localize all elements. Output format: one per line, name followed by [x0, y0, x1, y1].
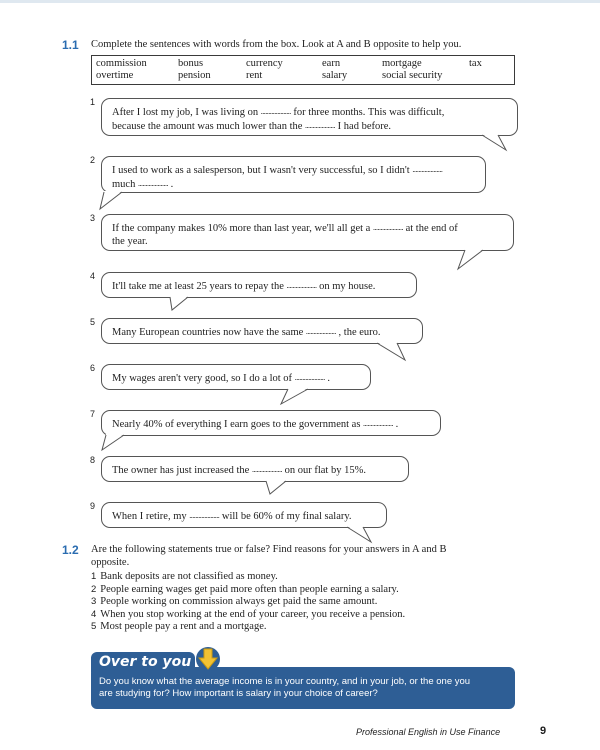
- over-to-you-title: Over to you: [99, 654, 192, 670]
- exercise-1-2-instruction-line2: opposite.: [91, 557, 130, 568]
- statement-text: People working on commission always get paid the same amount.: [100, 596, 378, 608]
- bubble-1-gap-2[interactable]: ....................: [305, 121, 336, 130]
- word-commission: commission: [96, 58, 147, 69]
- bubble-9-text-b: will be 60% of my final salary.: [221, 511, 352, 522]
- statement-number: 5: [91, 621, 97, 633]
- over-to-you-text: [99, 676, 505, 700]
- bubble-1-text-b: for three months. This was difficult,: [293, 107, 445, 118]
- bubble-3-tail: [455, 249, 489, 271]
- statement-number: 2: [91, 583, 97, 595]
- statement-text: When you stop working at the end of your career, you receive a pension.: [100, 608, 406, 620]
- bubble-8-text-a: The owner has just increased the: [112, 465, 250, 476]
- bubble-6-text-b: .: [327, 373, 330, 384]
- over-to-you-line2: are studying for? How important is salary in your choice of career?: [99, 688, 378, 699]
- bubble-2-gap-2[interactable]: ....................: [137, 179, 168, 188]
- bubble-1-text-a: After I lost my job, I was living on: [112, 107, 259, 118]
- bubble-2-text-a: I used to work as a salesperson, but I wasn't very successful, so I didn't: [112, 165, 410, 176]
- bubble-7-text-b: .: [395, 419, 399, 430]
- bubble-3-number: 3: [90, 213, 96, 223]
- bubble-5-number: 5: [90, 317, 96, 327]
- bubble-2-tail: [98, 191, 128, 211]
- bubble-3-text-c: the year.: [112, 236, 148, 247]
- bubble-4-tail: [166, 296, 196, 312]
- speech-bubble-3: [101, 214, 514, 251]
- bubble-3-gap-1[interactable]: ....................: [372, 223, 403, 232]
- word-mortgage: mortgage: [382, 58, 422, 69]
- bubble-4-text-b: on my house.: [319, 281, 376, 292]
- bubble-8-text-b: on our flat by 15%.: [284, 465, 366, 476]
- speech-bubble-7: [101, 410, 441, 436]
- top-rule: [0, 0, 600, 3]
- statement-item: [91, 596, 405, 609]
- speech-bubble-1: [101, 98, 518, 136]
- bubble-9-number: 9: [90, 501, 96, 511]
- statement-list: [91, 571, 405, 634]
- bubble-3-text-b: at the end of: [405, 223, 458, 234]
- bubble-1-tail: [480, 134, 510, 152]
- bubble-4-text-a: It'll take me at least 25 years to repay the: [112, 281, 284, 292]
- bubble-6-text-a: My wages aren't very good, so I do a lot of: [112, 373, 293, 384]
- speech-bubble-6: [101, 364, 371, 390]
- statement-number: 3: [91, 596, 97, 608]
- down-arrow-icon: [195, 645, 221, 673]
- speech-bubble-8: [101, 456, 409, 482]
- over-to-you-box: [91, 654, 515, 709]
- bubble-7-text-a: Nearly 40% of everything I earn goes to the government as: [112, 419, 361, 430]
- bubble-9-text-a: When I retire, my: [112, 511, 187, 522]
- speech-bubble-4: [101, 272, 417, 298]
- bubble-8-gap-1[interactable]: ....................: [251, 465, 282, 474]
- bubble-2-gap-1[interactable]: ....................: [412, 165, 443, 174]
- statement-text: Bank deposits are not classified as money.: [100, 571, 278, 582]
- word-box: [91, 55, 515, 85]
- exercise-1-2-number: 1.2: [62, 543, 79, 557]
- bubble-2-number: 2: [90, 155, 96, 165]
- bubble-5-text-a: Many European countries now have the same: [112, 327, 304, 338]
- statement-item: [91, 609, 405, 622]
- exercise-1-1-number: 1.1: [62, 38, 79, 52]
- word-pension: pension: [178, 70, 211, 81]
- bubble-2-text-d: .: [170, 179, 174, 190]
- over-to-you-line1: Do you know what the average income is in your country, and in your job, or the one you: [99, 676, 471, 687]
- bubble-7-number: 7: [90, 409, 96, 419]
- statement-number: 1: [91, 571, 97, 582]
- exercise-1-2-instruction-line1: Are the following statements true or false? Find reasons for your answers in A and B: [91, 544, 447, 555]
- word-earn: earn: [322, 58, 341, 69]
- bubble-3-text-a: If the company makes 10% more than last year, we'll all get a: [112, 223, 371, 234]
- bubble-2-text-c: much: [112, 179, 136, 190]
- bubble-5-text-b: , the euro.: [338, 327, 381, 338]
- statement-item: [91, 621, 405, 634]
- bubble-1-gap-1[interactable]: ....................: [260, 107, 291, 116]
- bubble-9-gap-1[interactable]: ....................: [189, 511, 220, 520]
- speech-bubble-5: [101, 318, 423, 344]
- word-bonus: bonus: [178, 58, 204, 69]
- bubble-4-gap-1[interactable]: ....................: [286, 281, 317, 290]
- bubble-1-text-d: I had before.: [337, 121, 392, 132]
- word-currency: currency: [246, 58, 283, 69]
- bubble-4-number: 4: [90, 271, 96, 281]
- word-overtime: overtime: [96, 70, 134, 81]
- bubble-9-tail: [345, 526, 375, 544]
- bubble-1-number: 1: [90, 97, 96, 107]
- bubble-7-gap-1[interactable]: ....................: [363, 419, 394, 428]
- statement-text: Most people pay a rent and a mortgage.: [100, 621, 267, 633]
- statement-item: [91, 571, 405, 584]
- bubble-5-tail: [375, 342, 409, 362]
- word-tax: tax: [469, 58, 482, 69]
- statement-number: 4: [91, 608, 97, 620]
- bubble-8-tail: [262, 480, 292, 496]
- footer-book-title: Professional English in Use Finance: [356, 727, 501, 737]
- speech-bubble-9: [101, 502, 387, 528]
- statement-item: [91, 584, 405, 597]
- bubble-6-tail: [278, 388, 312, 406]
- bubble-5-gap-1[interactable]: ....................: [305, 327, 336, 336]
- bubble-1-text-c: because the amount was much lower than the: [112, 121, 303, 132]
- speech-bubble-2: [101, 156, 486, 193]
- footer-page-number: 9: [540, 725, 547, 737]
- word-salary: salary: [322, 70, 348, 81]
- word-social-security: social security: [382, 70, 443, 81]
- bubble-6-gap-1[interactable]: ....................: [294, 373, 325, 382]
- word-rent: rent: [246, 70, 263, 81]
- exercise-1-1-instruction: Complete the sentences with words from the box. Look at A and B opposite to help you.: [91, 39, 462, 50]
- bubble-6-number: 6: [90, 363, 96, 373]
- bubble-8-number: 8: [90, 455, 96, 465]
- bubble-7-tail: [100, 434, 130, 452]
- statement-text: People earning wages get paid more often than people earning a salary.: [100, 583, 399, 595]
